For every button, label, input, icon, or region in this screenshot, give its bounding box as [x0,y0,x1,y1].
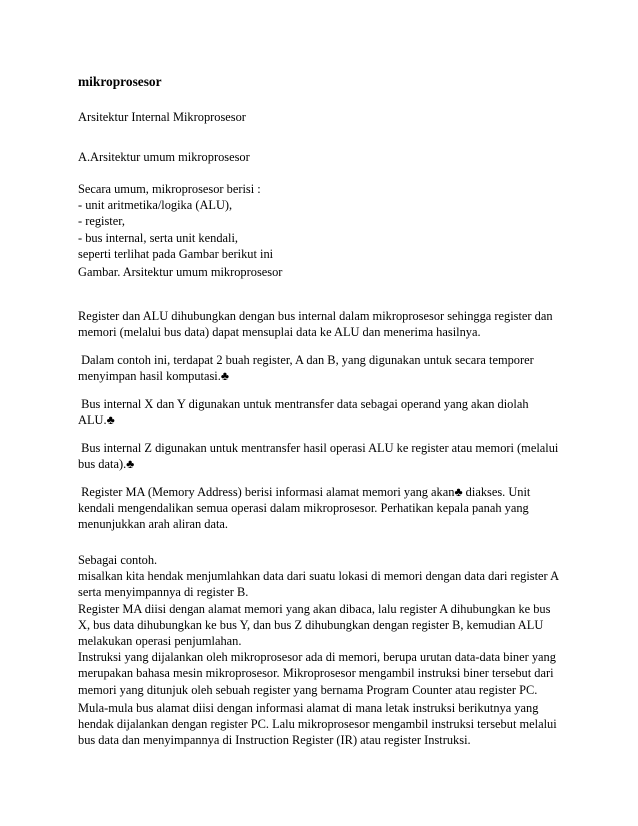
text-line: misalkan kita hendak menjumlahkan data dari suatu lokasi di memori dengan data dari register A [78,569,560,584]
text-line: bus data).♣ [78,457,135,472]
text-line: Bus internal X dan Y digunakan untuk mentransfer data sebagai operand yang akan diolah [78,397,529,411]
example-block [78,552,572,698]
paragraph [78,440,572,472]
final-paragraph [78,700,572,749]
paragraph [78,352,572,384]
section-heading: A.Arsitektur umum mikroprosesor [78,150,250,164]
text-line: melakukan operasi penjumlahan. [78,634,242,649]
text-line: ALU.♣ [78,413,115,428]
text-line: Bus internal Z digunakan untuk mentransfer hasil operasi ALU ke register atau memori (melalui [78,441,559,455]
document-title: mikroprosesor [78,74,162,89]
text-line: X, bus data dihubungkan ke bus Y, dan bus Z dihubungkan dengan register B, kemudian ALU [78,617,544,632]
text-line: seperti terlihat pada Gambar berikut ini [78,246,274,261]
text-line: memori yang ditunjuk oleh sebuah register yang bernama Program Counter atau register PC. [78,682,538,697]
text-line: menyimpan hasil komputasi.♣ [78,369,229,384]
text-line: Instruksi yang dijalankan oleh mikroprosesor ada di memori, berupa urutan data-data biner yang [78,650,556,665]
text-line: Sebagai contoh. [78,553,158,567]
text-line: Register MA (Memory Address) berisi informasi alamat memori yang akan♣ diakses. Unit [78,485,531,499]
text-line: Register dan ALU dihubungkan dengan bus internal dalam mikroprosesor sehingga register dan [78,309,553,323]
text-line: serta menyimpannya di register B. [78,585,249,600]
text-line: memori (melalui bus data) dapat mensuplai data ke ALU dan menerima hasilnya. [78,325,481,340]
text-line: - unit aritmetika/logika (ALU), [78,198,233,213]
intro-block [78,181,572,262]
paragraph [78,308,572,340]
text-line: bus data dan menyimpannya di Instruction Register (IR) atau register Instruksi. [78,733,471,748]
text-line: - register, [78,214,125,229]
text-line: Secara umum, mikroprosesor berisi : [78,182,261,196]
text-line: Register MA diisi dengan alamat memori yang akan dibaca, lalu register A dihubungkan ke bus [78,601,551,616]
text-line: kendali mengendalikan semua operasi dalam mikroprosesor. Perhatikan kepala panah yang [78,501,529,516]
text-line: hendak dijalankan dengan register PC. Lalu mikroprosesor mengambil instruksi tersebut melalui [78,717,557,732]
figure-caption: Gambar. Arsitektur umum mikroprosesor [78,265,283,279]
text-line: merupakan bahasa mesin mikroprosesor. Mikroprosesor mengambil instruksi biner tersebut dari [78,666,554,681]
text-line: Dalam contoh ini, terdapat 2 buah register, A dan B, yang digunakan untuk secara temporer [78,353,534,367]
document-subtitle: Arsitektur Internal Mikroprosesor [78,110,246,124]
text-line: Mula-mula bus alamat diisi dengan informasi alamat di mana letak instruksi berikutnya yang [78,701,539,715]
text-line: - bus internal, serta unit kendali, [78,230,239,245]
paragraph [78,396,572,428]
paragraph [78,484,572,533]
text-line: menunjukkan arah aliran data. [78,517,229,532]
